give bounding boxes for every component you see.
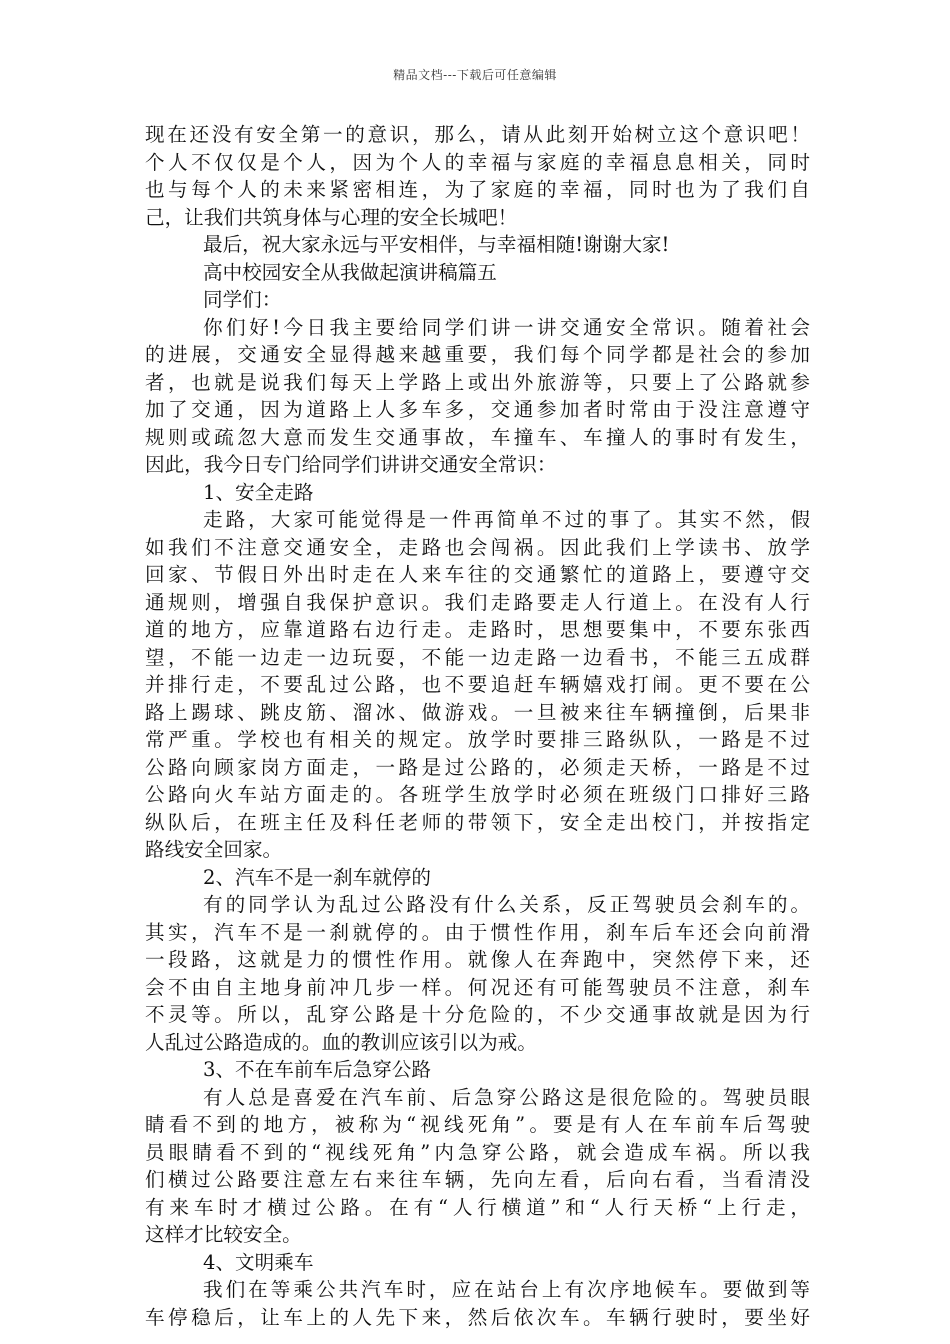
text-line: 己，让我们共筑身体与心理的安全长城吧！ [145,205,518,229]
text-line: 者，也就是说我们每天上学路上或出外旅游等，只要上了公路就参 [145,370,810,394]
text-line: 如我们不注意交通安全，走路也会闯祸。因此我们上学读书、放学 [145,535,810,559]
text-line: 我们在等乘公共汽车时，应在站台上有次序地候车。要做到等 [203,1278,810,1301]
text-line: 加了交通，因为道路上人多车多，交通参加者时常由于没注意遵守 [145,398,810,421]
text-line: 这样才比较安全。 [145,1223,302,1246]
text-line: 不灵等。所以，乱穿公路是十分危险的，不少交通事故就是因为行 [145,1003,810,1026]
text-line: 会不由自主地身前冲几步一样。何况还有可能驾驶员不注意，刹车 [145,975,810,999]
paragraph-heading-line: 3、不在车前车后急穿公路 [203,1058,431,1081]
paragraph-heading-line: 最后，祝大家永远与平安相伴，与幸福相随!谢谢大家! [203,233,670,256]
document-body [145,121,810,1331]
text-line: 公路向火车站方面走的。各班学生放学时必须在班级门口排好三路 [145,783,810,806]
text-line: 个人不仅仅是个人，因为个人的幸福与家庭的幸福息息相关，同时 [145,150,810,174]
text-line: 并排行走，不要乱过公路，也不要追赶车辆嬉戏打闹。更不要在公 [145,673,810,696]
text-line: 们横过公路要注意左右来往车辆，先向左看，后向右看，当看清没 [145,1168,810,1191]
text-line: 公路向顾家岗方面走，一路是过公路的，必须走天桥，一路是不过 [145,755,810,779]
text-line: 睛看不到的地方，被称为“视线死角”。要是有人在车前车后驾驶 [145,1113,810,1136]
text-line: 一段路，这就是力的惯性作用。就像人在奔跑中，突然停下来，还 [145,948,810,971]
paragraph-heading-line: 2、汽车不是一刹车就停的 [203,865,431,889]
text-line: 望，不能一边走一边玩耍，不能一边走路一边看书，不能三五成群 [145,645,810,669]
paragraph-heading-line: 同学们： [203,288,282,311]
text-line: 的进展，交通安全显得越来越重要，我们每个同学都是社会的参加 [145,343,810,366]
text-line: 路线安全回家。 [145,838,283,861]
text-line: 有来车时才横过公路。在有“人行横道”和“人行天桥“上行走， [145,1195,810,1219]
text-line: 你们好!今日我主要给同学们讲一讲交通安全常识。随着社会 [203,315,810,339]
text-line: 有的同学认为乱过公路没有什么关系，反正驾驶员会刹车的。 [203,893,810,916]
text-line: 现在还没有安全第一的意识，那么，请从此刻开始树立这个意识吧！ [145,123,810,146]
text-line: 回家、节假日外出时走在人来车往的交通繁忙的道路上，要遵守交 [145,563,810,586]
text-line: 走路，大家可能觉得是一件再简单不过的事了。其实不然，假 [203,508,810,531]
text-line: 规则或疏忽大意而发生交通事故，车撞车、车撞人的事时有发生， [145,425,810,449]
paragraph-heading-line: 1、安全走路 [203,480,314,504]
paragraph-heading-line: 4、文明乘车 [203,1250,314,1274]
text-line: 纵队后，在班主任及科任老师的带领下，安全走出校门，并按指定 [145,810,810,834]
text-line: 人乱过公路造成的。血的教训应该引以为戒。 [145,1030,537,1054]
text-line: 其实，汽车不是一刹就停的。由于惯性作用，刹车后车还会向前滑 [145,920,810,944]
text-line: 也与每个人的未来紧密相连，为了家庭的幸福，同时也为了我们自 [145,178,810,201]
page-header: 精品文档---下载后可任意编辑 [393,68,557,82]
paragraph-heading-line: 高中校园安全从我做起演讲稿篇五 [203,260,497,284]
text-line: 因此，我今日专门给同学们讲讲交通安全常识： [145,453,557,476]
text-line: 通规则，增强自我保护意识。我们走路要走人行道上。在没有人行 [145,590,810,614]
text-line: 有人总是喜爱在汽车前、后急穿公路这是很危险的。驾驶员眼 [203,1085,810,1109]
text-line: 路上踢球、跳皮筋、溜冰、做游戏。一旦被来往车辆撞倒，后果非 [145,700,810,724]
text-line: 员眼睛看不到的“视线死角”内急穿公路，就会造成车祸。所以我 [145,1140,810,1164]
text-line: 道的地方，应靠道路右边行走。走路时，思想要集中，不要东张西 [145,618,810,641]
text-line: 车停稳后，让车上的人先下来，然后依次车。车辆行驶时，要坐好 [145,1305,810,1329]
text-line: 常严重。学校也有相关的规定。放学时要排三路纵队，一路是不过 [145,728,810,751]
